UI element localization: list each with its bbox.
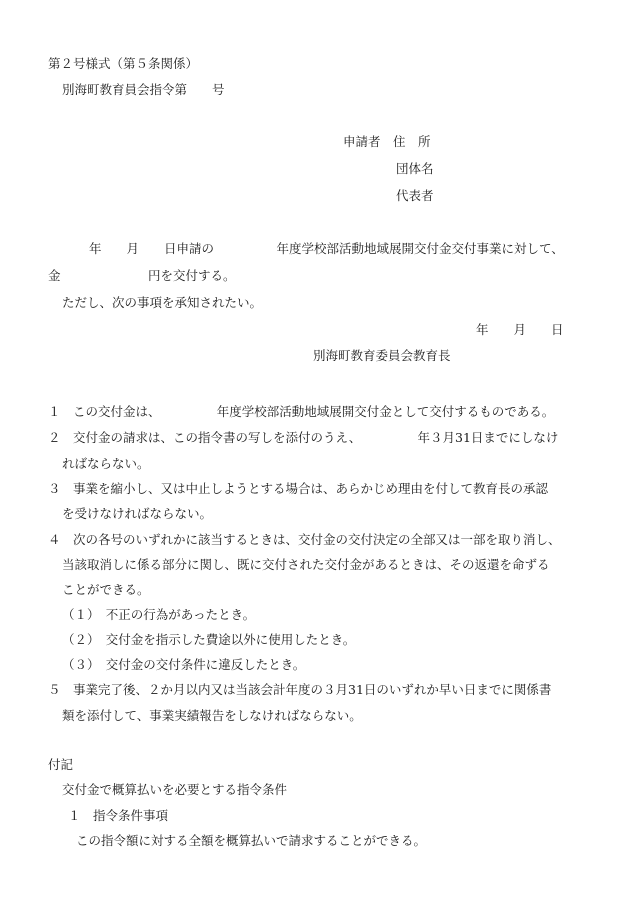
order-number: 別海町教育員会指令第 号 (62, 82, 225, 97)
condition-4-item-2: （２） 交付金を指示した費途以外に使用したとき。 (62, 632, 356, 647)
condition-4-item-1: （１） 不正の行為があったとき。 (62, 607, 256, 622)
condition-2-line-1: ２ 交付金の請求は、この指令書の写しを添付のうえ、 年３月31日までにしなけ (48, 430, 559, 445)
appendix-item-text: この指令額に対する全額を概算払いで請求することができる。 (76, 833, 427, 848)
issuer-name: 別海町教育委員会教育長 (313, 348, 451, 363)
condition-4-line-3: ことができる。 (62, 582, 150, 597)
appendix-item-heading: １ 指令条件事項 (68, 808, 169, 823)
issue-date: 年 月 日 (476, 322, 564, 337)
condition-4-line-2: 当該取消しに係る部分に関し、既に交付された交付金があるときは、その返還を命ずる (62, 557, 550, 572)
condition-4-line-1: ４ 次の各号のいずれかに該当するときは、交付金の交付決定の全部又は一部を取り消し、 (48, 532, 561, 547)
applicant-organization-label: 団体名 (396, 161, 434, 176)
body-line-1: 年 月 日申請の 年度学校部活動地域展開交付金交付事業に対して、 (89, 241, 564, 256)
condition-2-line-2: ればならない。 (62, 456, 150, 471)
form-label: 第２号様式（第５条関係） (48, 56, 199, 71)
appendix-title: 付記 (48, 757, 74, 772)
appendix-subtitle: 交付金で概算払いを必要とする指令条件 (62, 782, 288, 797)
applicant-representative-label: 代表者 (396, 188, 434, 203)
body-line-2: 金 円を交付する。 (48, 268, 236, 283)
condition-3-line-2: を受けなければならない。 (62, 506, 213, 521)
condition-4-item-3: （３） 交付金の交付条件に違反したとき。 (62, 657, 306, 672)
condition-1: １ この交付金は、 年度学校部活動地域展開交付金として交付するものである。 (48, 404, 555, 419)
applicant-address-label: 申請者 住 所 (343, 134, 431, 149)
condition-3-line-1: ３ 事業を縮小し、又は中止しようとする場合は、あらかじめ理由を付して教育長の承認 (48, 481, 549, 496)
condition-5-line-2: 類を添付して、事業実績報告をしなければならない。 (62, 708, 362, 723)
condition-5-line-1: ５ 事業完了後、２か月以内又は当該会計年度の３月31日のいずれか早い日までに関係書 (48, 682, 552, 697)
body-line-3: ただし、次の事項を承知されたい。 (62, 295, 263, 310)
